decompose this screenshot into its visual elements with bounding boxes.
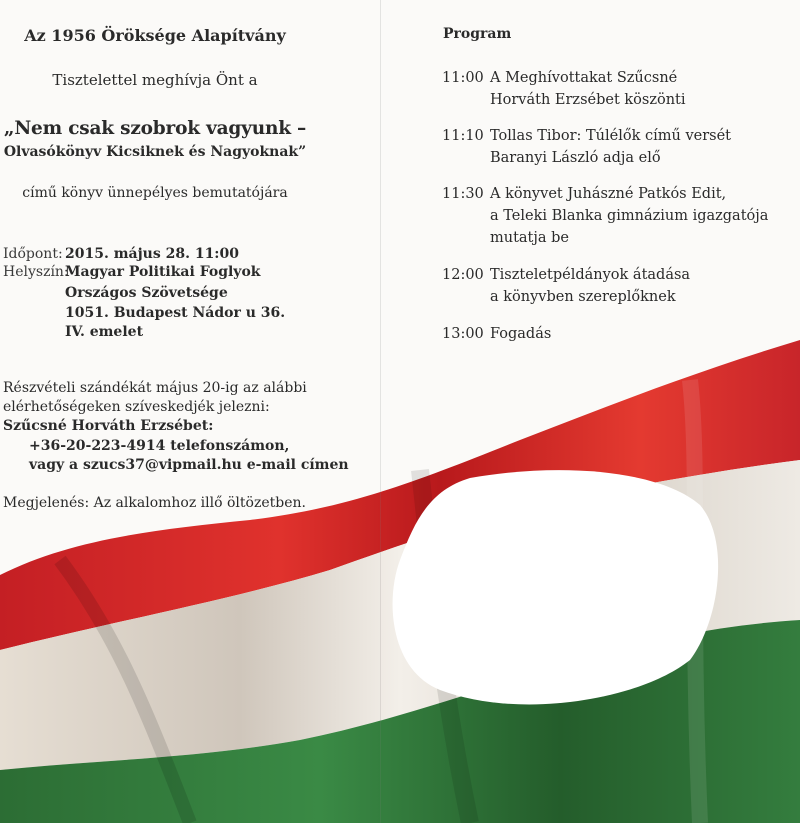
program-desc-line: Tollas Tibor: Túlélők című versét (490, 128, 731, 144)
invitation-text: Tisztelettel meghívja Önt a (52, 71, 258, 89)
occasion-text: című könyv ünnepélyes bemutatójára (22, 185, 288, 201)
place-line: Országos Szövetsége (65, 285, 228, 301)
place-label: Helyszín: (3, 264, 69, 280)
contact-email: vagy a szucs37@vipmail.hu e-mail címen (29, 457, 349, 473)
date-value: 2015. május 28. 11:00 (65, 246, 239, 262)
book-title-line2: Olvasókönyv Kicsiknek és Nagyoknak” (3, 144, 307, 160)
program-desc (490, 183, 800, 249)
program-desc-line: a Teleki Blanka gimnázium igazgatója (490, 208, 769, 224)
program-time: 13:00 (442, 326, 484, 342)
program-desc-line: Baranyi László adja elő (490, 150, 661, 166)
program-desc-line: Fogadás (490, 326, 552, 342)
program-time: 11:00 (442, 70, 484, 86)
program-heading: Program (443, 26, 512, 42)
program-time: 12:00 (442, 267, 484, 283)
program-desc (490, 264, 800, 308)
program-desc-line: Horváth Erzsébet köszönti (490, 92, 686, 108)
program-time: 11:30 (442, 186, 484, 202)
program-desc-line: mutatja be (490, 230, 569, 246)
place-line: 1051. Budapest Nádor u 36. (65, 305, 286, 321)
program-desc (490, 125, 800, 169)
program-desc-line: Tiszteletpéldányok átadása (490, 267, 691, 283)
date-label: Időpont: (3, 246, 63, 262)
contact-name: Szűcsné Horváth Erzsébet: (3, 418, 214, 434)
program-desc-line: A Meghívottakat Szűcsné (490, 70, 678, 86)
program-desc-line: A könyvet Juhászné Patkós Edit, (490, 186, 727, 202)
rsvp-line1: Részvételi szándékát május 20-ig az alábbi (3, 380, 307, 396)
dress-code: Megjelenés: Az alkalomhoz illő öltözetben. (3, 495, 306, 511)
place-line: IV. emelet (65, 324, 144, 340)
contact-phone: +36-20-223-4914 telefonszámon, (29, 438, 290, 454)
program-desc (490, 67, 800, 111)
organization-name: Az 1956 Öröksége Alapítvány (24, 26, 286, 45)
place-line: Magyar Politikai Foglyok (65, 264, 261, 280)
book-title-line1: „Nem csak szobrok vagyunk – (3, 118, 307, 139)
program-desc (490, 323, 800, 345)
rsvp-line2: elérhetőségeken szíveskedjék jelezni: (3, 399, 270, 415)
program-time: 11:10 (442, 128, 484, 144)
fold-line (380, 0, 381, 823)
program-desc-line: a könyvben szereplőknek (490, 289, 676, 305)
